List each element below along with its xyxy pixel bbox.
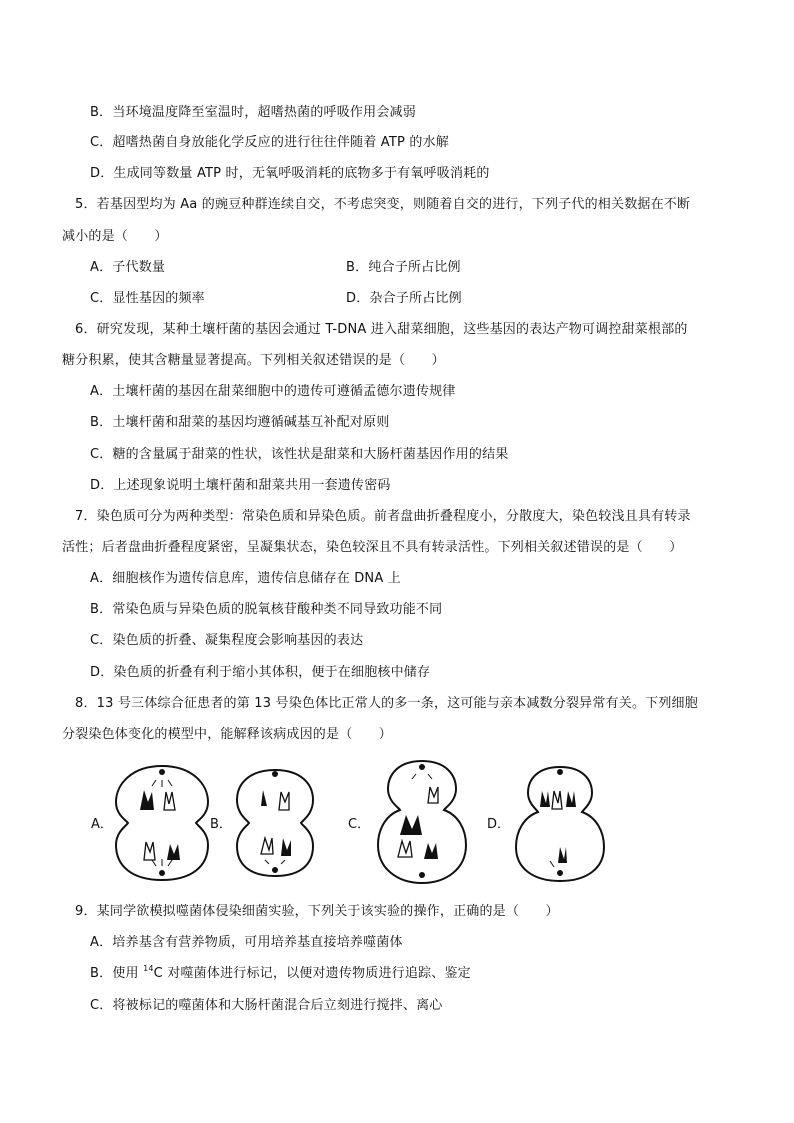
q5-option-c: C．显性基因的频率 bbox=[90, 291, 205, 306]
q4-option-d: D．生成同等数量 ATP 时，无氧呼吸消耗的底物多于有氧呼吸消耗的 bbox=[90, 166, 490, 181]
q5-stem: 5．若基因型均为 Aa 的豌豆种群连续自交，不考虑突变，则随着自交的进行，下列子代的相关数据在不断 bbox=[75, 197, 691, 212]
q9-stem: 9．某同学欲模拟噬菌体侵染细菌实验，下列关于该实验的操作，正确的是（ ） bbox=[75, 904, 559, 919]
q7-stem: 7．染色质可分为两种类型：常染色质和异染色质。前者盘曲折叠程度小，分散度大，染色较浅且具有转录 bbox=[75, 509, 691, 524]
q7-stem-cont: 活性；后者盘曲折叠程度紧密，呈凝集状态，染色较深且不具有转录活性。下列相关叙述错误的是（ ） bbox=[62, 540, 683, 555]
q8-stem-cont: 分裂染色体变化的模型中，能解释该病成因的是（ ） bbox=[62, 727, 393, 742]
q9-option-b bbox=[90, 965, 471, 983]
q6-stem-cont: 糖分积累，使其含糖量显著提高。下列相关叙述错误的是（ ） bbox=[62, 353, 445, 368]
q5-option-a: A．子代数量 bbox=[90, 260, 166, 275]
q5-stem-cont: 减小的是（ ） bbox=[62, 229, 168, 244]
q9-option-a: A．培养基含有营养物质，可用培养基直接培养噬菌体 bbox=[90, 935, 403, 950]
figure-label-c: C． bbox=[348, 817, 371, 832]
cell-diagram-a bbox=[112, 760, 212, 885]
q6-option-d: D．上述现象说明土壤杆菌和甜菜共用一套遗传密码 bbox=[90, 478, 391, 493]
q6-stem: 6．研究发现，某种土壤杆菌的基因会通过 T-DNA 进入甜菜细胞，这些基因的表达产物可调控甜菜根部的 bbox=[75, 322, 688, 337]
q8-stem: 8．13 号三体综合征患者的第 13 号染色体比正常人的多一条，这可能与亲本减数分裂异常有关。下列细胞 bbox=[75, 696, 698, 711]
cell-diagram-c bbox=[372, 757, 472, 887]
q6-option-b: B．土壤杆菌和甜菜的基因均遵循碱基互补配对原则 bbox=[90, 415, 390, 430]
q5-option-d: D．杂合子所占比例 bbox=[346, 291, 462, 306]
q9-option-b-prefix: B．使用 bbox=[90, 966, 144, 981]
q5-option-b: B．纯合子所占比例 bbox=[346, 260, 461, 275]
q7-option-c: C．染色质的折叠、凝集程度会影响基因的表达 bbox=[90, 633, 364, 648]
q7-option-b: B．常染色质与异染色质的脱氧核苷酸种类不同导致功能不同 bbox=[90, 602, 443, 617]
q6-option-a: A．土壤杆菌的基因在甜菜细胞中的遗传可遵循孟德尔遗传规律 bbox=[90, 384, 456, 399]
isotope-mass-number: 14 bbox=[143, 963, 154, 973]
q7-option-a: A．细胞核作为遗传信息库，遗传信息储存在 DNA 上 bbox=[90, 571, 401, 586]
q7-option-d: D．染色质的折叠有利于缩小其体积，便于在细胞核中储存 bbox=[90, 665, 431, 680]
q9-option-c: C．将被标记的噬菌体和大肠杆菌混合后立刻进行搅拌、离心 bbox=[90, 998, 443, 1013]
figure-label-b: B． bbox=[210, 817, 232, 832]
q4-option-c: C．超嗜热菌自身放能化学反应的进行往往伴随着 ATP 的水解 bbox=[90, 135, 450, 150]
figure-label-d: D． bbox=[487, 817, 511, 832]
cell-diagram-b bbox=[233, 766, 317, 881]
q4-option-b: B．当环境温度降至室温时，超嗜热菌的呼吸作用会减弱 bbox=[90, 105, 416, 120]
cell-diagram-d bbox=[512, 763, 608, 885]
figure-label-a: A． bbox=[91, 817, 113, 832]
q6-option-c: C．糖的含量属于甜菜的性状，该性状是甜菜和大肠杆菌基因作用的结果 bbox=[90, 447, 509, 462]
q9-option-b-text: C 对噬菌体进行标记，以便对遗传物质进行追踪、鉴定 bbox=[153, 966, 471, 981]
